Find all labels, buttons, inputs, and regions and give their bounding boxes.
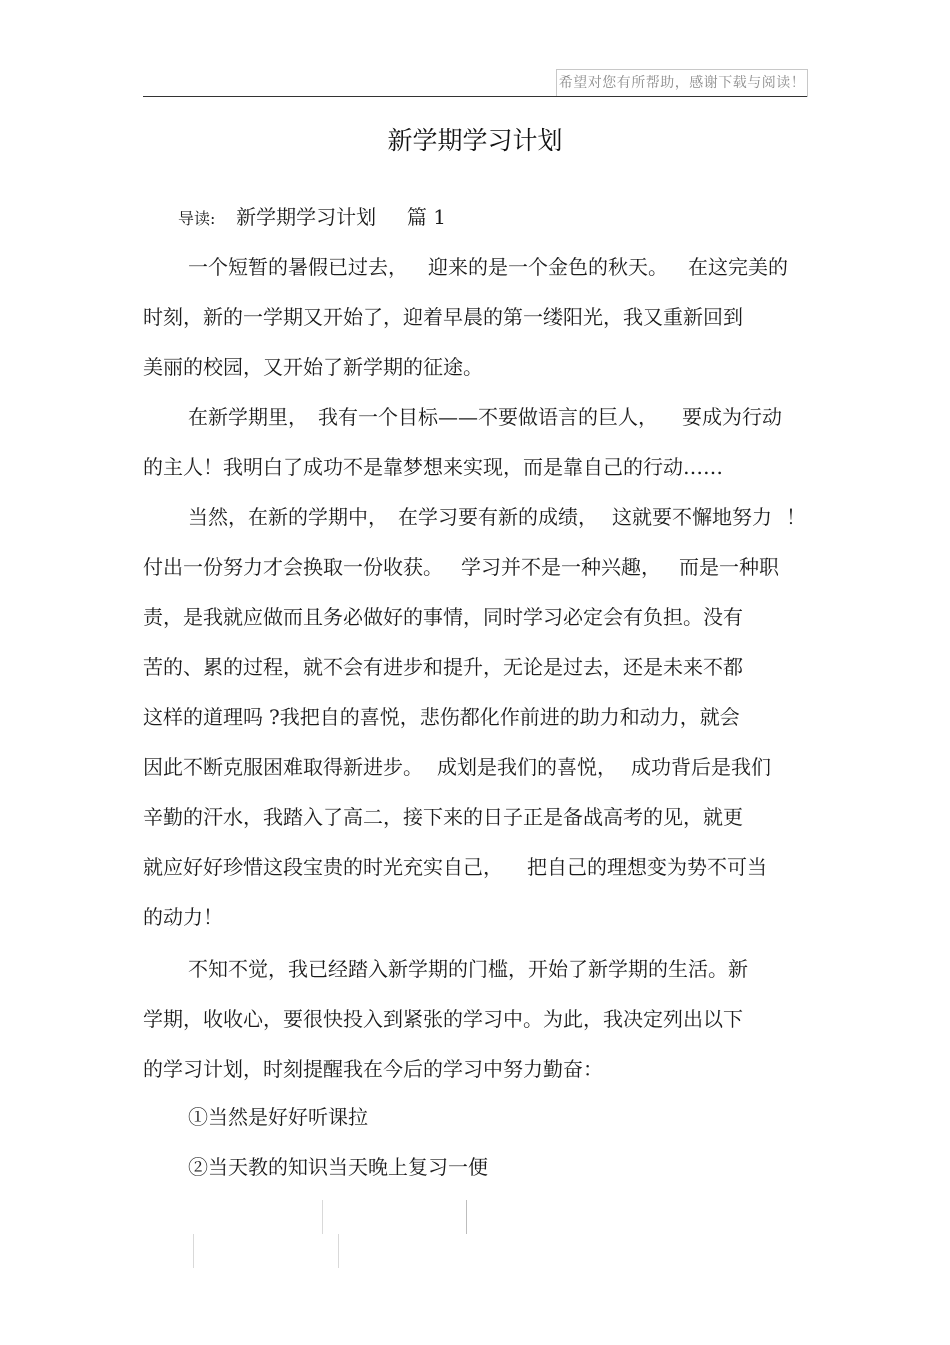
text-fragment: 当然，在新的学期中， xyxy=(188,505,388,529)
text-line xyxy=(143,453,723,481)
document-title: 新学期学习计划 xyxy=(387,126,563,155)
text-fragment: 责，是我就应做而且务必做好的事情，同时学习必定会有负担。没有 xyxy=(143,605,743,629)
text-fragment: 的动力！ xyxy=(143,905,223,929)
text-line xyxy=(143,1005,743,1033)
lead-text: 新学期学习计划 xyxy=(236,205,377,229)
text-fragment: 这就要不懈地努力 xyxy=(612,505,772,529)
text-fragment: 要成为行动 xyxy=(682,405,782,429)
text-line xyxy=(143,353,483,381)
text-fragment: ?我把自的喜悦，悲伤都化作前进的助力和动力，就会 xyxy=(269,705,740,729)
text-line xyxy=(143,653,743,681)
text-line xyxy=(188,503,806,531)
text-line xyxy=(143,703,740,731)
text-fragment: ！ xyxy=(786,505,806,529)
text-fragment: 时刻，新的一学期又开始了，迎着早晨的第一缕阳光，我又重新回到 xyxy=(143,305,743,329)
text-fragment: 在这完美的 xyxy=(688,255,788,279)
text-fragment: 在学习要有新的成绩， xyxy=(398,505,598,529)
text-line xyxy=(143,853,767,881)
scan-artifact-line xyxy=(466,1200,467,1234)
text-fragment: 成划是我们的喜悦， xyxy=(437,755,617,779)
text-fragment: 这样的道理吗 xyxy=(143,705,263,729)
scan-artifact-line xyxy=(193,1234,194,1268)
scan-artifact-line xyxy=(338,1234,339,1268)
text-fragment: ①当然是好好听课拉 xyxy=(188,1105,368,1129)
text-fragment: 在新学期里， xyxy=(188,405,308,429)
text-fragment: 一个短暂的暑假已过去， xyxy=(188,255,408,279)
text-fragment: 学习并不是一种兴趣， xyxy=(461,555,661,579)
text-line xyxy=(143,803,743,831)
lead-tag: 篇 1 xyxy=(406,205,446,229)
text-line xyxy=(188,253,788,281)
scan-artifact-line xyxy=(322,1200,323,1234)
text-line xyxy=(143,553,779,581)
text-fragment: 辛勤的汗水，我踏入了高二，接下来的日子正是备战高考的见，就更 xyxy=(143,805,743,829)
text-fragment: 因此不断克服困难取得新进步。 xyxy=(143,755,423,779)
text-line xyxy=(143,903,223,931)
text-line xyxy=(143,1055,603,1083)
list-item xyxy=(188,1153,488,1181)
list-item xyxy=(188,1103,368,1131)
text-fragment: 迎来的是一个金色的秋天。 xyxy=(428,255,668,279)
text-fragment: 成功背后是我们 xyxy=(631,755,771,779)
text-line xyxy=(143,303,743,331)
text-fragment: 就应好好珍惜这段宝贵的时光充实自己， xyxy=(143,855,503,879)
text-fragment: 我有一个目标——不要做语言的巨人， xyxy=(318,405,658,429)
text-fragment: 苦的、累的过程，就不会有进步和提升，无论是过去，还是未来不都 xyxy=(143,655,743,679)
text-fragment: 的主人！我明白了成功不是靠梦想来实现，而是靠自己的行动…… xyxy=(143,455,723,479)
text-fragment: 付出一份努力才会换取一份收获。 xyxy=(143,555,443,579)
header-note: 希望对您有所帮助，感谢下载与阅读！ xyxy=(556,69,808,97)
text-fragment: 把自己的理想变为势不可当 xyxy=(527,855,767,879)
text-fragment: 的学习计划，时刻提醒我在今后的学习中努力勤奋： xyxy=(143,1057,603,1081)
lead-label: 导读: xyxy=(178,209,216,228)
lead-line xyxy=(178,203,446,233)
text-line xyxy=(143,753,771,781)
text-fragment: 不知不觉，我已经踏入新学期的门槛，开始了新学期的生活。新 xyxy=(188,957,748,981)
text-fragment: 学期，收收心，要很快投入到紧张的学习中。为此，我决定列出以下 xyxy=(143,1007,743,1031)
text-fragment: 而是一种职 xyxy=(679,555,779,579)
text-line xyxy=(188,955,748,983)
text-line xyxy=(188,403,782,431)
header-rule xyxy=(143,96,807,97)
text-fragment: 美丽的校园，又开始了新学期的征途。 xyxy=(143,355,483,379)
text-fragment: ②当天教的知识当天晚上复习一便 xyxy=(188,1155,488,1179)
text-line xyxy=(143,603,743,631)
